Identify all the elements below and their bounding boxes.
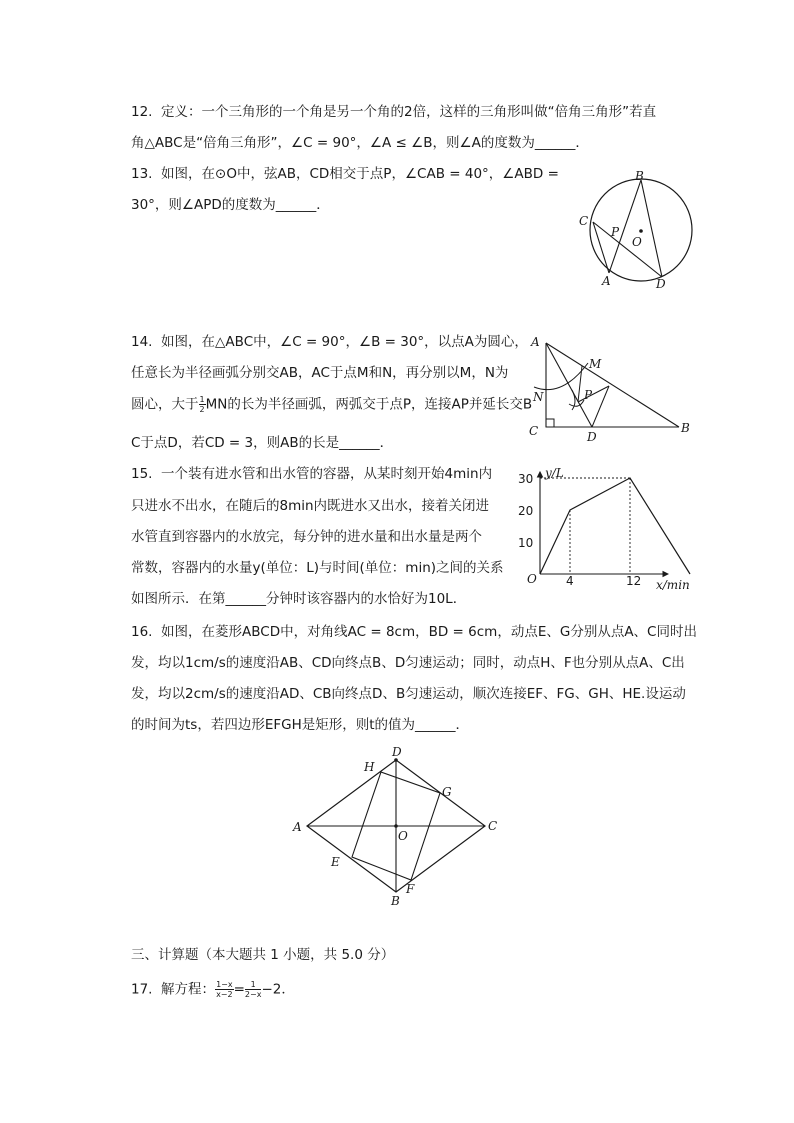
q15-line-4: 常数，容器内的水量y(单位：L)与时间(单位：min)之间的关系 [131, 560, 504, 576]
q13-label-c: C [579, 214, 589, 228]
q15-line-2: 只进水不出水，在随后的8min内既进水又出水，接着关闭进 [131, 498, 490, 514]
q13-label-o: O [632, 235, 642, 249]
q14-label-c: C [529, 424, 539, 438]
q12-line-2: 角△ABC是“倍角三角形”，∠C = 90°，∠A ≤ ∠B，则∠A的度数为______． [131, 135, 589, 151]
q16-label-o: O [398, 829, 408, 843]
q14-label-d: D [587, 430, 597, 444]
q14-line-3-suffix: MN的长为半径画弧，两弧交于点P，连接AP并延长交B [205, 396, 533, 413]
q17-line [131, 980, 295, 999]
q14-line-1: 14. 如图，在△ABC中，∠C = 90°，∠B = 30°，以点A为圆心， [131, 334, 528, 350]
q16-label-h: H [364, 760, 375, 774]
q15-y-tick-20: 20 [518, 504, 534, 518]
q12-line-1: 12. 定义：一个三角形的一个角是另一个角的2倍，这样的三角形叫做“倍角三角形”若直 [131, 104, 657, 120]
q16-label-a: A [293, 820, 302, 834]
q14-label-b: B [681, 421, 690, 435]
q16-line-2: 发，均以1cm/s的速度沿AB、CD向终点B、D匀速运动；同时，动点H、F也分别从点A、C出 [131, 655, 685, 671]
q16-label-c: C [488, 819, 498, 833]
q16-label-f: F [406, 882, 415, 896]
q16-label-e: E [331, 855, 340, 869]
q13-label-a: A [602, 274, 611, 288]
q14-label-n: N [533, 390, 544, 404]
q17-equals: = [233, 981, 245, 998]
q15-x-tick-12: 12 [626, 574, 642, 588]
q17-fraction-right: $\frac{1}{2-x}$ [244, 980, 262, 999]
q16-line-4: 的时间为ts，若四边形EFGH是矩形，则t的值为______． [131, 717, 470, 733]
q13-line-1: 13. 如图，在⊙O中，弦AB，CD相交于点P，∠CAB = 40°，∠ABD = [131, 166, 559, 182]
q16-label-g: G [442, 785, 452, 799]
q15-y-tick-10: 10 [518, 536, 534, 550]
q16-line-1: 16. 如图，在菱形ABCD中，对角线AC = 8cm，BD = 6cm，动点E、G分别从点A、C同时出 [131, 624, 697, 640]
q16-label-b: B [391, 894, 400, 908]
q15-x-tick-4: 4 [566, 574, 574, 588]
q14-half-fraction: $\frac{1}{2}$ [199, 395, 205, 414]
q13-label-p: P [611, 225, 620, 239]
q17-suffix: −2． [261, 981, 295, 998]
q14-label-a: A [531, 335, 540, 349]
q15-y-axis-label: y/L [545, 466, 564, 480]
section-3-title: 三、计算题（本大题共 1 小题，共 5.0 分） [131, 947, 395, 963]
q16-label-d: D [392, 745, 402, 759]
q14-line-4: C于点D，若CD = 3，则AB的长是______． [131, 435, 394, 451]
q13-label-d: D [656, 277, 666, 291]
q13-line-2: 30°，则∠APD的度数为______． [131, 197, 330, 213]
q15-y-tick-30: 30 [518, 472, 534, 486]
q13-label-b: B [635, 169, 644, 183]
q14-label-p: P [584, 388, 593, 402]
q15-line-1: 15. 一个装有进水管和出水管的容器，从某时刻开始4min内 [131, 466, 493, 482]
q17-prefix: 17. 解方程： [131, 981, 216, 998]
q15-line-5: 如图所示．在第______分钟时该容器内的水恰好为10L． [131, 591, 467, 607]
q15-origin-label: O [527, 572, 537, 586]
q16-line-3: 发，均以2cm/s的速度沿AD、CB向终点D、B匀速运动，顺次连接EF、FG、GH、HE.设运动 [131, 686, 686, 702]
q14-label-m: M [589, 357, 602, 371]
q15-line-3: 水管直到容器内的水放完，每分钟的进水量和出水量是两个 [131, 529, 482, 545]
q14-line-3-prefix: 圆心，大于 [131, 396, 199, 413]
q15-x-axis-label: x/min [656, 578, 690, 592]
q14-line-2: 任意长为半径画弧分别交AB，AC于点M和N，再分别以M，N为 [131, 365, 509, 381]
q17-fraction-left: $\frac{1-x}{x-2}$ [216, 980, 233, 999]
